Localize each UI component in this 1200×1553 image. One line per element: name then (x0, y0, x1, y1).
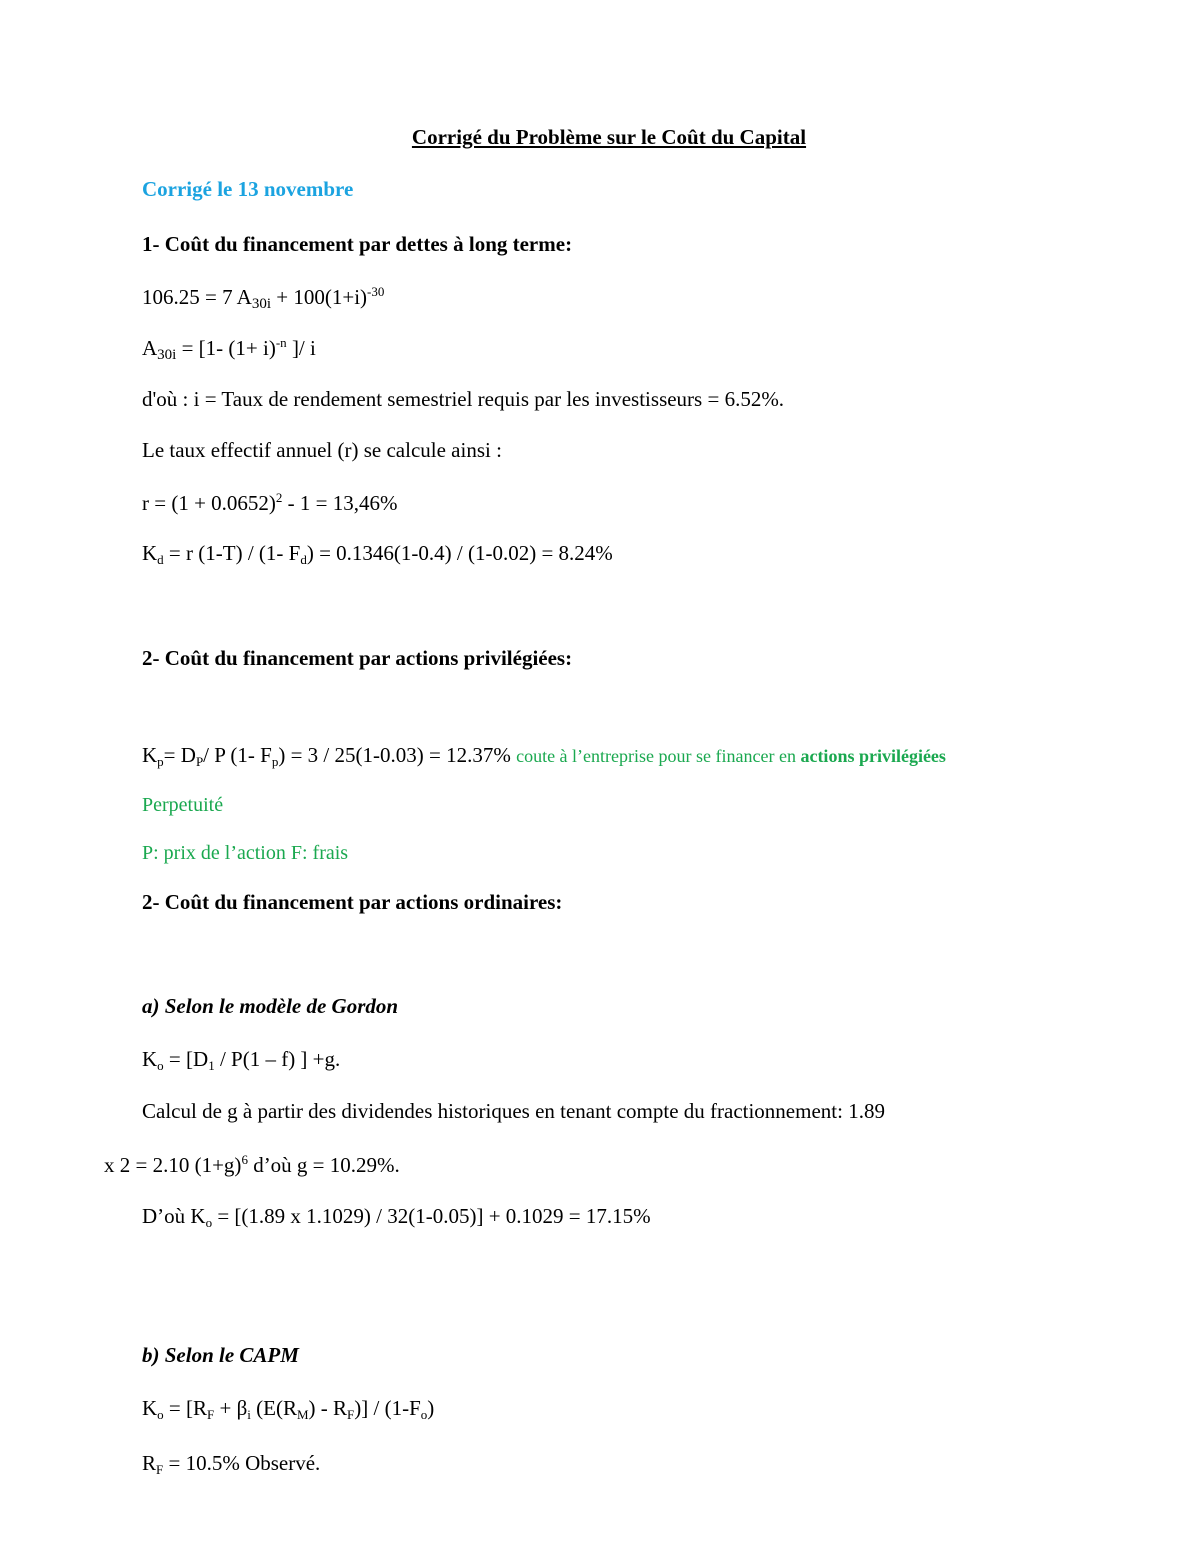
growth-calc-continued: x 2 = 2.10 $(1+g)^6$ d’où g = 10.29%. (104, 1152, 400, 1177)
gordon-heading: a) Selon le modèle de Gordon (142, 994, 399, 1018)
section-3-heading: 2- Coût du financement par actions ordinaires: (142, 890, 563, 914)
equation-annuity-factor: $A_{30i} = [1-$ $(1+ i)^{-n}$ ]/ i (142, 335, 316, 363)
equation-bond-price: 106.25 = 7 $A_{30i} + 100(1+i)^{-30}$ (142, 284, 385, 312)
section-1-heading: 1- Coût du financement par dettes à long terme: (142, 232, 573, 256)
perpetuity-note: Perpetuité (142, 794, 224, 816)
equation-cost-of-preferred: $K_p= D_P/$ P (1- $F_p) = 3 / 25(1-0.03) = 12.37\%$ coute à l’entreprise pour se financer en actions privilégiées (142, 743, 946, 769)
equation-annual-rate: $r = (1 + 0.0652)^2 - 1 = 13,46\%$ (142, 490, 398, 515)
equation-cost-of-equity-gordon: D’où $K_o = [(1.89$ x 1.1029) / 32(1-0.05)] + 0.1029 = 17.15% (142, 1204, 651, 1230)
equation-capm: $K_o = [R_F + \beta_i$ $(E(R_M) - R_F)] / (1-F_o)$ (142, 1396, 435, 1422)
risk-free-rate: $R_F = 10.5\%$ Observé. (142, 1451, 321, 1477)
document-title: Corrigé du Problème sur le Coût du Capital (411, 125, 807, 149)
capm-heading: b) Selon le CAPM (142, 1343, 299, 1367)
semiannual-rate-text: d'où : i = Taux de rendement semestriel requis par les investisseurs = 6.52%. (142, 387, 785, 411)
correction-date: Corrigé le 13 novembre (142, 177, 354, 201)
section-2-heading: 2- Coût du financement par actions privilégiées: (142, 646, 573, 670)
equation-cost-of-debt: $K_d = r$ (1-T) / (1- $F_d) = 0.1346(1-0.4) / (1-0.02) = 8.24\%$ (142, 541, 613, 567)
annual-rate-intro: Le taux effectif annuel (r) se calcule ainsi : (142, 438, 502, 462)
growth-calc-text: Calcul de g à partir des dividendes historiques en tenant compte du fractionnement: 1.89 (142, 1099, 885, 1123)
preferred-note: coute à l’entreprise pour se financer en actions privilégiées (516, 746, 946, 766)
price-fees-note: P: prix de l’action F: frais (142, 842, 349, 864)
equation-gordon: $K_o = [D_1 / P(1 - f)$ ] +g. (142, 1047, 341, 1073)
